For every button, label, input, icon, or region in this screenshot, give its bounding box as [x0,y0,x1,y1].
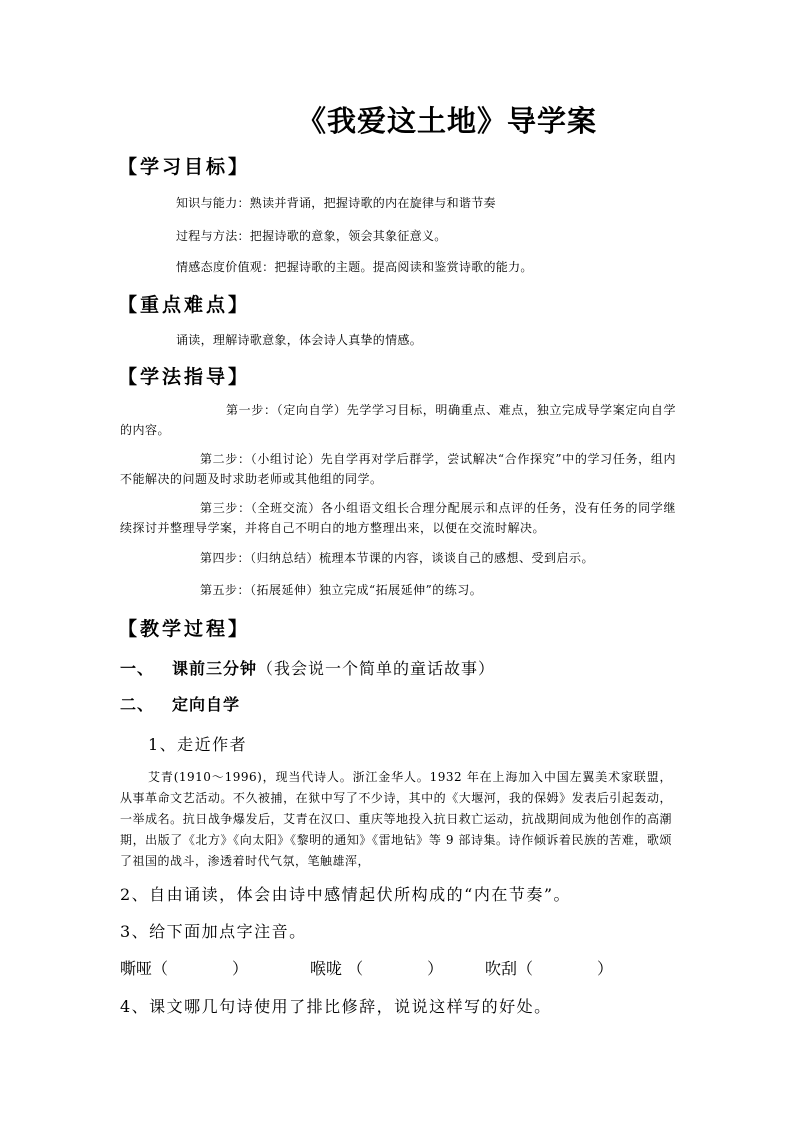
part-1-note: （我会说一个简单的童话故事） [257,659,496,678]
author-bio: 艾青(1910～1996)，现当代诗人。浙江金华人。1932 年在上海加入中国左翼美术家联盟，从事革命文艺活动。不久被捕，在狱中写了不少诗，其中的《大堰河，我的保姆》发表后引起轰动，一举成名。抗日战争爆发后，艾青在汉口、重庆等地投入抗日救亡运动，抗战期间成为他创作的高潮期，出版了《北方》《向太阳》《黎明的通知》《雷地钻》等 9 部诗集。诗作倾诉着民族的苦难，歌颂了祖国的战斗，渗透着时代气氛，笔触雄浑， [120,770,672,868]
part-1-number: 一、 [120,659,155,678]
method-step-1: 第一步：（定向自学）先学学习目标，明确重点、难点，独立完成导学案定向自学的内容。 [120,403,676,437]
method-step-5: 第五步：（拓展延伸）独立完成“拓展延伸”的练习。 [200,583,483,597]
goal-knowledge: 知识与能力：熟读并背诵，把握诗歌的内在旋律与和谐节奏 [176,196,496,210]
pinyin-item-1[interactable]: 嘶哑（ ） [120,959,249,978]
document-title: 《我爱这土地》导学案 [296,104,597,138]
part-1-label: 课前三分钟 [172,659,258,678]
pinyin-item-2[interactable]: 喉咙 （ ） [310,959,444,978]
focus-text: 诵读，理解诗歌意象，体会诗人真挚的情感。 [176,333,423,347]
process-part-1 [120,656,495,679]
method-step-3: 第三步：（全班交流）各小组语文组长合理分配展示和点评的任务，没有任务的同学继续探讨并整理导学案，并将自己不明白的地方整理出来，以便在交流时解决。 [120,501,676,535]
question-4: 4、课文哪几句诗使用了排比修辞，说说这样写的好处。 [120,997,552,1016]
question-2: 2、自由诵读，体会由诗中感情起伏所构成的“内在节奏”。 [120,885,572,904]
method-step-4: 第四步：（归纳总结）梳理本节课的内容，谈谈自己的感想、受到启示。 [200,551,595,565]
part-2-number: 二、 [120,695,155,714]
goal-attitude: 情感态度价值观：把握诗歌的主题。提高阅读和鉴赏诗歌的能力。 [176,260,533,274]
question-3: 3、给下面加点字注音。 [120,922,307,941]
sub-author: 1、走近作者 [148,735,248,754]
method-step-2: 第二步：（小组讨论）先自学再对学后群学，尝试解决“合作探究”中的学习任务，组内不能解决的问题及时求助老师或其他组的同学。 [120,452,676,486]
heading-process: 【教学过程】 [118,618,251,640]
heading-method: 【学法指导】 [118,366,251,388]
heading-focus: 【重点难点】 [118,294,251,316]
part-2-label: 定向自学 [172,695,241,714]
heading-learning-goals: 【学习目标】 [118,156,251,178]
process-part-2 [120,692,240,715]
goal-process: 过程与方法：把握诗歌的意象，领会其象征意义。 [176,229,447,243]
pinyin-item-3[interactable]: 吹刮（ ） [485,959,614,978]
